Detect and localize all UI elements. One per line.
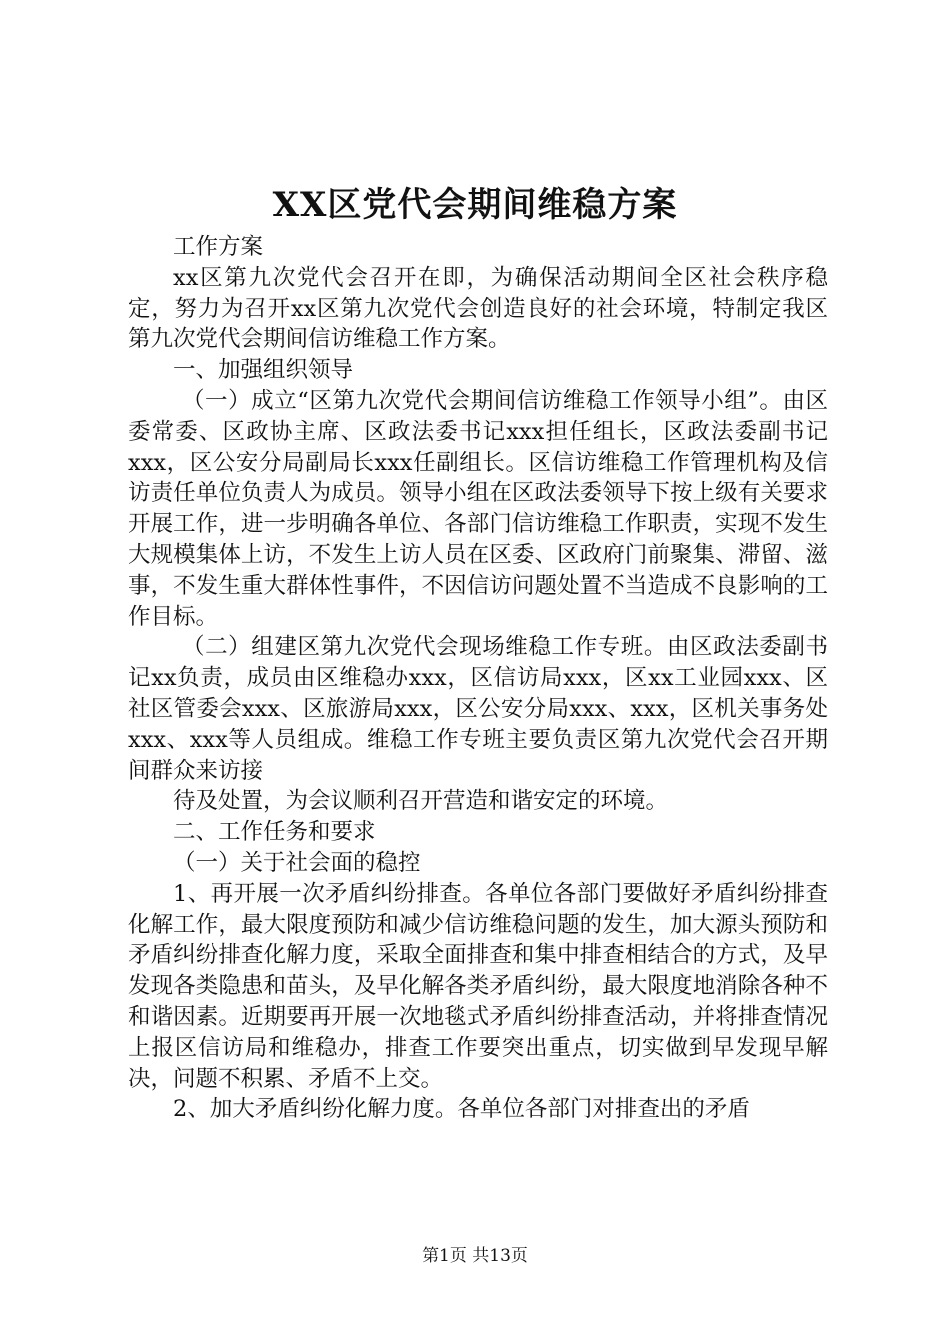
paragraph-item-2: 2、加大矛盾纠纷化解力度。各单位各部门对排查出的矛盾 <box>173 1096 750 1123</box>
paragraph-leading-group: （一）成立“区第九次党代会期间信访维稳工作领导小组”。由区委常委、区政协主席、区政法委书记xxx担任组长，区政法委副书记xxx，区公安分局副局长xxx任副组长。区信访维稳工作管理机构及信访责任单位负责人为成员。领导小组在区政法委领导下按上级有关要求开展工作，进一步明确各单位、各部门信访维稳工作职责，实现不发生大规模集体上访，不发生上访人员在区委、区政府门前聚集、滞留、滋事，不发生重大群体性事件，不因信访问题处置不当造成不良影响的工作目标。 <box>128 387 828 630</box>
section-heading-2: 二、工作任务和要求 <box>173 819 376 846</box>
section-heading-1: 一、加强组织领导 <box>173 357 354 384</box>
document-title: XX区党代会期间维稳方案 <box>272 185 678 225</box>
page-footer: 第1页 共13页 <box>422 1246 528 1266</box>
paragraph-item-1: 1、再开展一次矛盾纠纷排查。各单位各部门要做好矛盾纠纷排查化解工作，最大限度预防和减少信访维稳问题的发生，加大源头预防和矛盾纠纷排查化解力度，采取全面排查和集中排查相结合的方式，及早发现各类隐患和苗头，及早化解各类矛盾纠纷，最大限度地消除各种不和谐因素。近期要再开展一次地毯式矛盾纠纷排查活动，并将排查情况上报区信访局和维稳办，排查工作要突出重点，切实做到早发现早解决，问题不积累、矛盾不上交。 <box>128 880 828 1092</box>
paragraph-task-force-cont: 待及处置，为会议顺利召开营造和谐安定的环境。 <box>173 788 669 815</box>
subsection-heading-1: （一）关于社会面的稳控 <box>173 849 421 876</box>
paragraph-intro: xx区第九次党代会召开在即，为确保活动期间全区社会秩序稳定，努力为召开xx区第九次党代会创造良好的社会环境，特制定我区第九次党代会期间信访维稳工作方案。 <box>128 264 828 353</box>
document-body <box>128 232 828 1125</box>
paragraph-heading-plan: 工作方案 <box>173 234 264 260</box>
paragraph-task-force: （二）组建区第九次党代会现场维稳工作专班。由区政法委副书记xx负责，成员由区维稳办xxx，区信访局xxx，区xx工业园xxx、区社区管委会xxx、区旅游局xxx，区公安分局xxx、xxx，区机关事务处xxx、xxx等人员组成。维稳工作专班主要负责区第九次党代会召开期间群众来访接 <box>128 634 828 784</box>
